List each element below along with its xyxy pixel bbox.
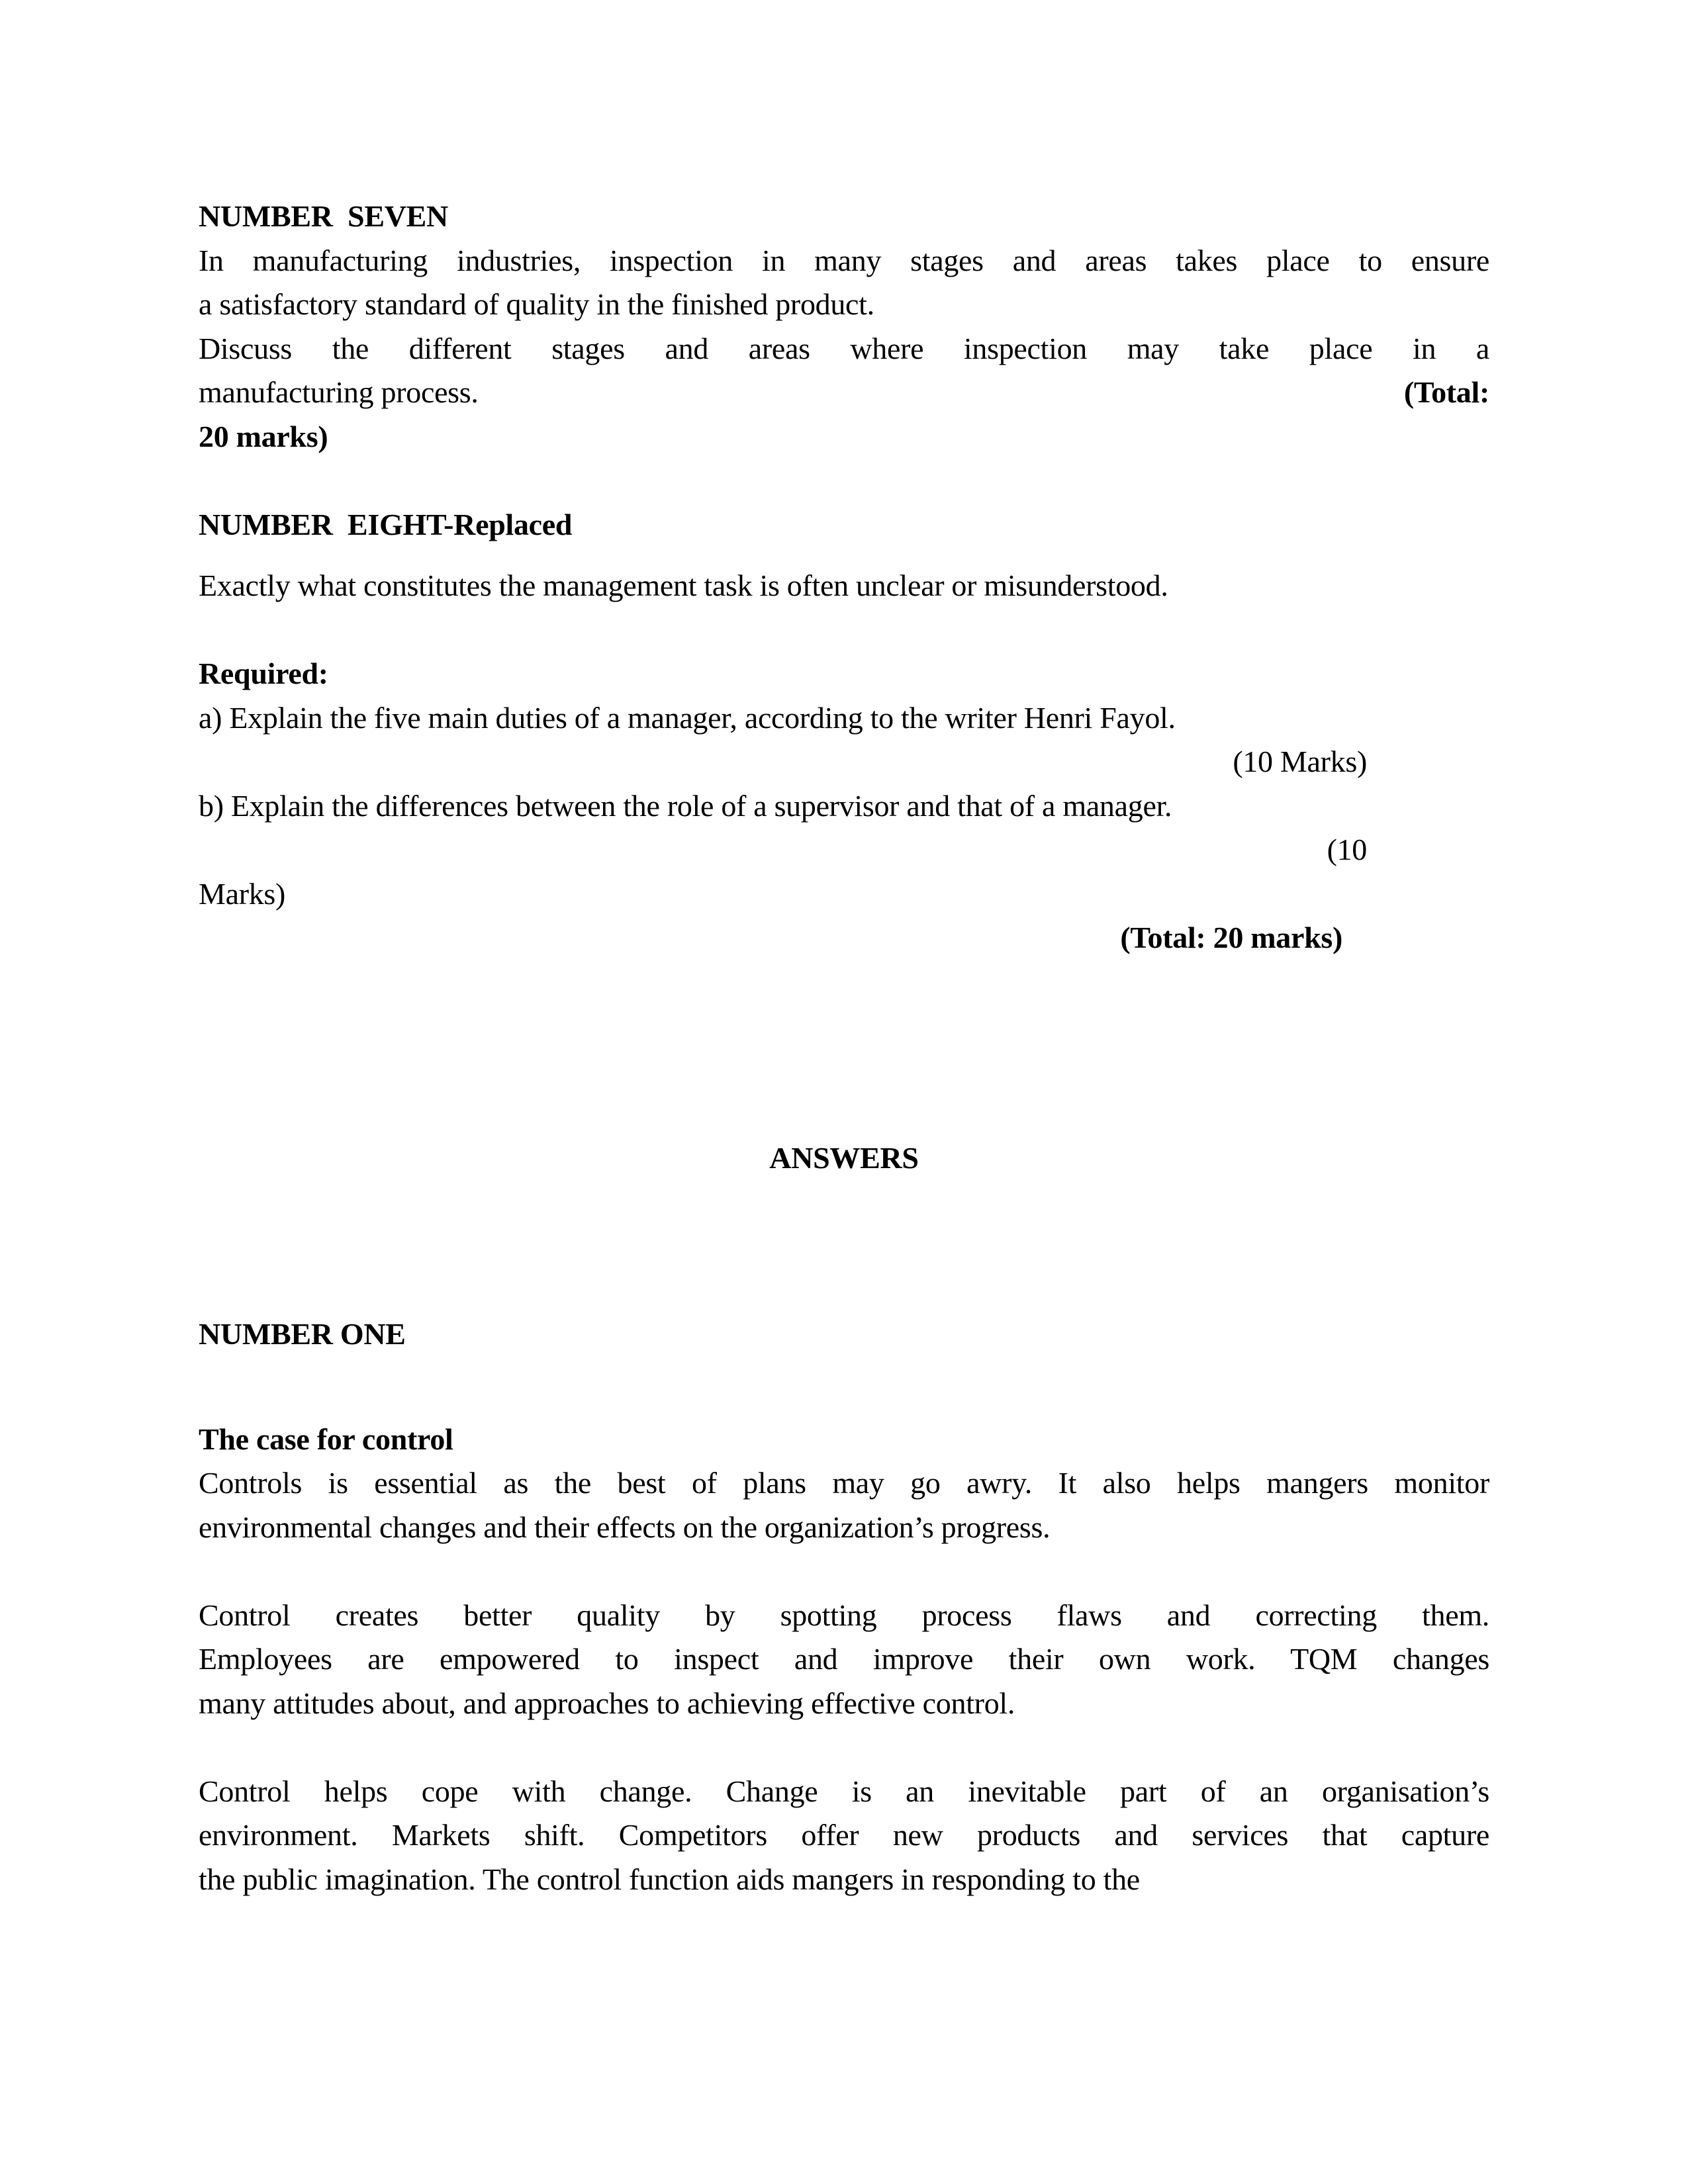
question-seven-heading: NUMBER SEVEN bbox=[199, 199, 448, 233]
question-eight-text-line: Exactly what constitutes the management task is often unclear or misunderstood. bbox=[199, 569, 1168, 602]
blank-line bbox=[199, 960, 1489, 1005]
page-content bbox=[199, 195, 1489, 1901]
answers-heading: ANSWERS bbox=[769, 1140, 919, 1175]
blank-line bbox=[199, 1092, 1489, 1136]
question-seven-text-line: a satisfactory standard of quality in the finished product. bbox=[199, 287, 874, 321]
blank-line bbox=[199, 1725, 1489, 1770]
answer-one-text-line: the public imagination. The control function aids mangers in responding to the bbox=[199, 1862, 1140, 1896]
answer-one-text-line: environment. Markets shift. Competitors offer new products and services that capture bbox=[199, 1818, 1489, 1852]
answer-one-text-line: Control creates better quality by spotting process flaws and correcting them. bbox=[199, 1598, 1489, 1632]
blank-line bbox=[199, 459, 1489, 503]
blank-line bbox=[199, 1373, 1489, 1418]
question-seven-text-segment: manufacturing process. bbox=[199, 375, 479, 409]
question-seven-text-line: In manufacturing industries, inspection in many stages and areas takes place to ensure bbox=[199, 243, 1489, 277]
blank-line bbox=[199, 1224, 1489, 1269]
answer-one-text-line: Employees are empowered to inspect and improve their own work. TQM changes bbox=[199, 1642, 1489, 1676]
part-b-marks-close: Marks) bbox=[199, 876, 286, 911]
answer-one-text-line: Control helps cope with change. Change is an inevitable part of an organisation’s bbox=[199, 1774, 1489, 1808]
blank-line bbox=[199, 1004, 1489, 1048]
required-label: Required: bbox=[199, 657, 328, 690]
question-seven-total-marks: 20 marks) bbox=[199, 419, 328, 453]
question-eight-part-b: b) Explain the differences between the role of a supervisor and that of a manager. bbox=[199, 788, 1172, 823]
total-label-segment: (Total: bbox=[1403, 375, 1489, 409]
question-eight-heading: NUMBER EIGHT-Replaced bbox=[199, 507, 573, 541]
question-eight-part-a: a) Explain the five main duties of a manager, according to the writer Henri Fayol. bbox=[199, 700, 1176, 735]
blank-line bbox=[199, 1048, 1489, 1093]
blank-line bbox=[199, 1549, 1489, 1594]
question-seven-text-line: Discuss the different stages and areas where inspection may take place in a bbox=[199, 331, 1489, 365]
answer-one-text-line: Controls is essential as the best of plans may go awry. It also helps mangers monitor bbox=[199, 1466, 1489, 1500]
question-eight-total-marks: (Total: 20 marks) bbox=[1120, 921, 1342, 954]
case-for-control-heading: The case for control bbox=[199, 1422, 453, 1456]
blank-line bbox=[199, 1268, 1489, 1312]
answer-one-text-line: environmental changes and their effects on the organization’s progress. bbox=[199, 1510, 1051, 1544]
question-seven-total-line bbox=[199, 371, 1489, 415]
part-b-marks-open: (10 bbox=[1327, 833, 1367, 866]
part-a-marks: (10 Marks) bbox=[1233, 745, 1367, 778]
answer-one-text-line: many attitudes about, and approaches to achieving effective control. bbox=[199, 1686, 1015, 1720]
blank-line bbox=[199, 608, 1489, 653]
answer-one-heading: NUMBER ONE bbox=[199, 1316, 406, 1351]
blank-line bbox=[199, 1180, 1489, 1224]
